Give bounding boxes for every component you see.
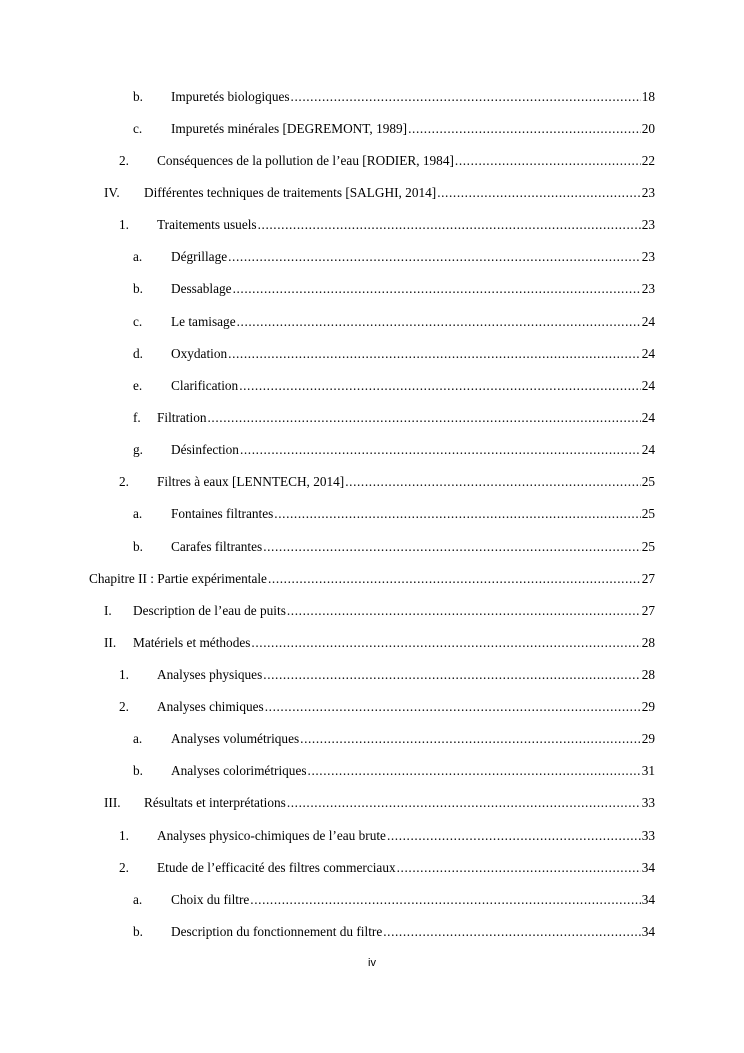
toc-leader-dots	[251, 633, 640, 653]
toc-entry-number: d.	[133, 346, 143, 361]
toc-entry[interactable]	[133, 761, 655, 781]
toc-entry-page: 24	[641, 378, 655, 393]
toc-entry-page: 31	[641, 763, 655, 778]
toc-entry-title: Impuretés biologiques	[171, 89, 290, 104]
toc-entry[interactable]	[119, 215, 655, 235]
toc-leader-dots	[287, 601, 641, 621]
toc-entry[interactable]	[133, 119, 655, 139]
toc-entry-number: 2.	[119, 860, 129, 875]
toc-leader-dots	[240, 440, 641, 460]
toc-entry-number: 1.	[119, 667, 129, 682]
toc-entry-page: 29	[641, 731, 655, 746]
toc-entry[interactable]	[119, 151, 655, 171]
toc-leader-dots	[233, 279, 641, 299]
toc-entry-page: 29	[641, 699, 655, 714]
toc-entry-page: 24	[641, 314, 655, 329]
toc-entry-page: 28	[641, 667, 655, 682]
toc-entry-page: 28	[641, 635, 655, 650]
toc-entry-number: c.	[133, 121, 143, 136]
toc-entry[interactable]	[119, 858, 655, 878]
toc-leader-dots	[408, 119, 641, 139]
toc-entry-title: Différentes techniques de traitements [SALGHI, 2014]	[144, 185, 437, 200]
toc-entry-page: 23	[641, 281, 655, 296]
toc-entry-page: 34	[641, 860, 655, 875]
toc-entry-chapter[interactable]	[89, 569, 655, 589]
toc-entry-page: 25	[641, 474, 655, 489]
toc-entry-title: Matériels et méthodes	[133, 635, 251, 650]
toc-entry-page: 33	[641, 795, 655, 810]
toc-leader-dots	[274, 504, 640, 524]
toc-leader-dots	[258, 215, 641, 235]
toc-entry-title: Traitements usuels	[157, 217, 257, 232]
toc-entry-title: Analyses physiques	[157, 667, 263, 682]
toc-entry-title: Carafes filtrantes	[171, 539, 263, 554]
toc-entry-title: Résultats et interprétations	[144, 795, 286, 810]
toc-leader-dots	[383, 922, 640, 942]
toc-entry-number: b.	[133, 763, 143, 778]
toc-entry-number: a.	[133, 892, 143, 907]
toc-entry[interactable]	[133, 890, 655, 910]
toc-entry-page: 23	[641, 249, 655, 264]
toc-entry[interactable]	[133, 922, 655, 942]
page-number-footer: iv	[368, 957, 376, 969]
toc-entry-page: 22	[641, 153, 655, 168]
toc-entry-page: 18	[641, 89, 655, 104]
toc-entry[interactable]	[104, 793, 655, 813]
toc-entry-page: 33	[641, 828, 655, 843]
toc-entry-page: 27	[641, 603, 655, 618]
toc-entry-number: 1.	[119, 217, 129, 232]
toc-leader-dots	[308, 761, 641, 781]
toc-entry-title: Description du fonctionnement du filtre	[171, 924, 383, 939]
toc-entry[interactable]	[104, 601, 655, 621]
toc-leader-dots	[263, 537, 641, 557]
toc-entry-number: III.	[104, 795, 121, 810]
toc-entry-title: Le tamisage	[171, 314, 236, 329]
toc-entry-title: Analyses physico-chimiques de l’eau brute	[157, 828, 386, 843]
toc-entry-page: 20	[641, 121, 655, 136]
toc-leader-dots	[265, 697, 641, 717]
toc-entry-number: b.	[133, 539, 143, 554]
toc-entry[interactable]	[133, 376, 655, 396]
toc-entry[interactable]	[133, 504, 655, 524]
toc-entry[interactable]	[133, 440, 655, 460]
toc-leader-dots	[387, 826, 641, 846]
toc-entry-title: Fontaines filtrantes	[171, 506, 274, 521]
toc-leader-dots	[263, 665, 640, 685]
toc-leader-dots	[345, 472, 640, 492]
toc-entry-number: e.	[133, 378, 143, 393]
toc-entry-number: b.	[133, 89, 143, 104]
toc-entry[interactable]	[133, 87, 655, 107]
toc-leader-dots	[268, 569, 641, 589]
toc-leader-dots	[455, 151, 641, 171]
toc-leader-dots	[287, 793, 641, 813]
toc-entry[interactable]	[133, 408, 655, 428]
toc-entry-number: 2.	[119, 474, 129, 489]
toc-entry-title: Choix du filtre	[171, 892, 250, 907]
toc-entry-number: 2.	[119, 153, 129, 168]
toc-entry-page: 25	[641, 539, 655, 554]
toc-entry-title: Etude de l’efficacité des filtres commerciaux	[157, 860, 396, 875]
toc-entry-number: a.	[133, 731, 143, 746]
toc-entry-title: Description de l’eau de puits	[133, 603, 286, 618]
toc-entry-title: Filtres à eaux [LENNTECH, 2014]	[157, 474, 345, 489]
toc-leader-dots	[237, 312, 641, 332]
toc-entry-number: b.	[133, 281, 143, 296]
toc-entry[interactable]	[133, 312, 655, 332]
toc-entry[interactable]	[133, 344, 655, 364]
toc-entry[interactable]	[119, 665, 655, 685]
toc-entry[interactable]	[133, 729, 655, 749]
toc-entry-number: I.	[104, 603, 112, 618]
toc-entry-title: Conséquences de la pollution de l’eau [RODIER, 1984]	[157, 153, 454, 168]
toc-entry-title: Analyses colorimétriques	[171, 763, 307, 778]
toc-entry-number: II.	[104, 635, 117, 650]
toc-leader-dots	[250, 890, 640, 910]
toc-entry-page: 23	[641, 217, 655, 232]
toc-entry-page: 24	[641, 410, 655, 425]
toc-entry-title: Dessablage	[171, 281, 232, 296]
toc-leader-dots	[291, 87, 641, 107]
toc-entry-title: Analyses volumétriques	[171, 731, 300, 746]
toc-entry-title: Impuretés minérales [DEGREMONT, 1989]	[171, 121, 408, 136]
toc-entry-page: 34	[641, 892, 655, 907]
toc-entry[interactable]	[119, 826, 655, 846]
toc-entry-number: g.	[133, 442, 143, 457]
toc-entry[interactable]	[104, 183, 655, 203]
toc-entry-number: IV.	[104, 185, 120, 200]
toc-entry-title: Analyses chimiques	[157, 699, 264, 714]
toc-entry[interactable]	[133, 247, 655, 267]
toc-entry-page: 24	[641, 346, 655, 361]
toc-entry-number: f.	[133, 410, 141, 425]
toc-entry-number: 1.	[119, 828, 129, 843]
toc-entry[interactable]	[119, 472, 655, 492]
toc-leader-dots	[228, 344, 641, 364]
toc-entry-title: Oxydation	[171, 346, 228, 361]
toc-entry-page: 34	[641, 924, 655, 939]
toc-entry-title: Désinfection	[171, 442, 239, 457]
toc-leader-dots	[437, 183, 641, 203]
toc-entry-number: a.	[133, 249, 143, 264]
toc-leader-dots	[208, 408, 641, 428]
toc-entry[interactable]	[119, 697, 655, 717]
toc-entry-page: 23	[641, 185, 655, 200]
toc-leader-dots	[300, 729, 641, 749]
toc-entry-title: Dégrillage	[171, 249, 228, 264]
toc-entry-title: Filtration	[157, 410, 207, 425]
toc-entry[interactable]	[133, 279, 655, 299]
toc-leader-dots	[239, 376, 641, 396]
toc-entry-number: a.	[133, 506, 143, 521]
toc-entry-number: b.	[133, 924, 143, 939]
toc-entry-page: 25	[641, 506, 655, 521]
toc-entry[interactable]	[133, 537, 655, 557]
toc-leader-dots	[397, 858, 641, 878]
toc-entry[interactable]	[104, 633, 655, 653]
toc-entry-page: 24	[641, 442, 655, 457]
toc-entry-number: 2.	[119, 699, 129, 714]
toc-entry-number: c.	[133, 314, 143, 329]
toc-entry-page: 27	[641, 571, 655, 586]
toc-entry-title: Chapitre II : Partie expérimentale	[89, 571, 267, 586]
toc-leader-dots	[228, 247, 641, 267]
toc-entry-title: Clarification	[171, 378, 239, 393]
